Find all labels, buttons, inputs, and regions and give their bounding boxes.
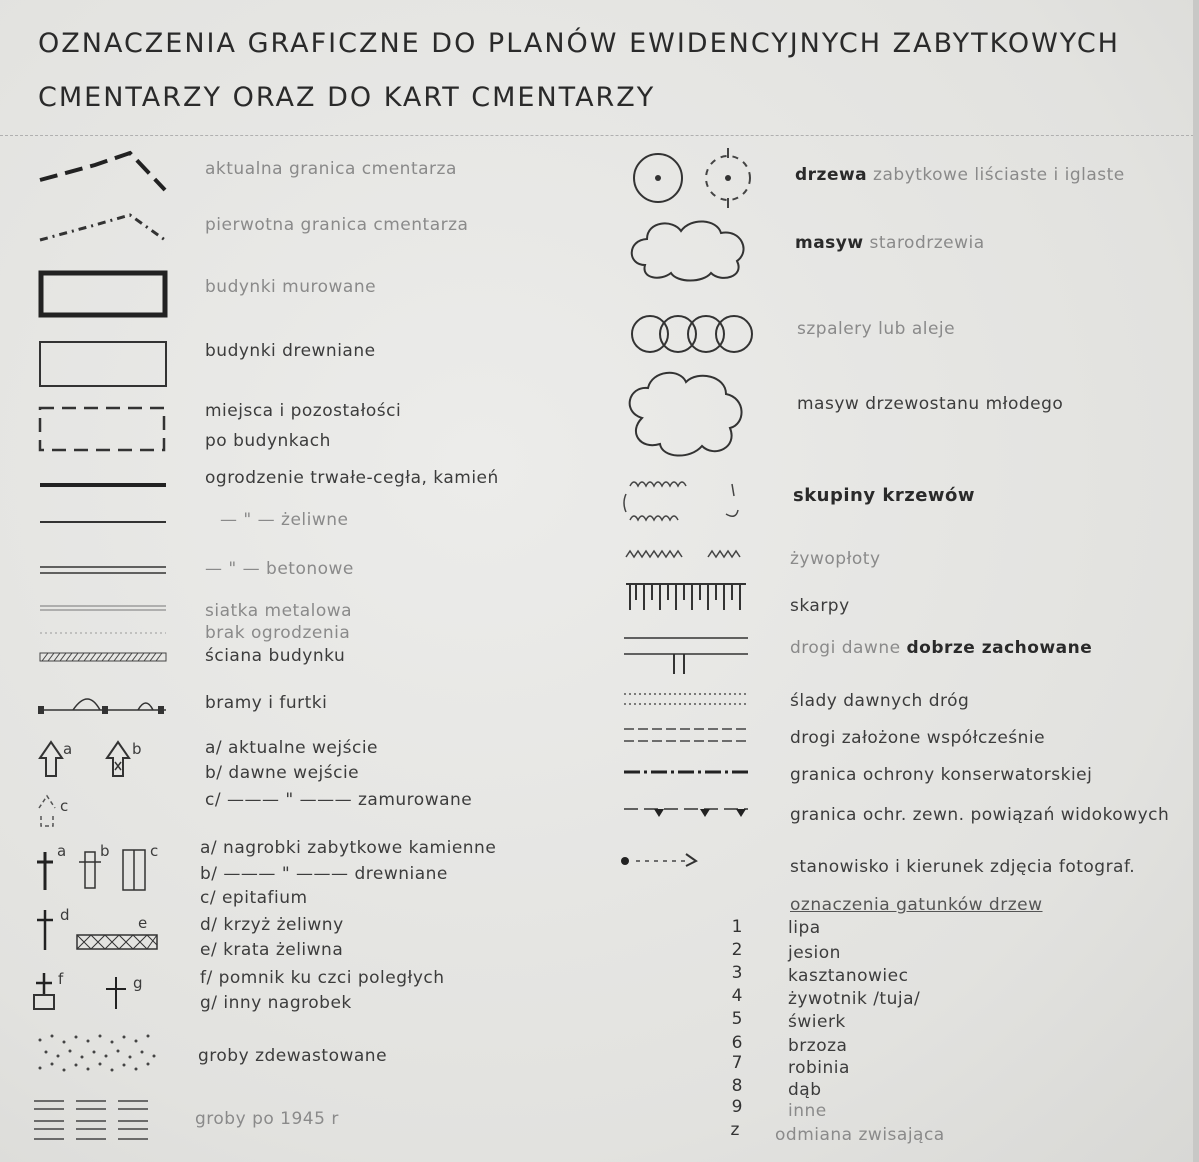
label-old-roads-a: drogi dawne: [790, 638, 907, 658]
label-remains-2: po budynkach: [205, 431, 331, 451]
old-stand-massif-symbol: [625, 215, 755, 285]
modern-roads-symbol: [622, 723, 752, 747]
building-remains-symbol: [38, 404, 170, 456]
scan-edge: [1193, 0, 1199, 1162]
species-legend-header: oznaczenia gatunków drzew: [790, 895, 1043, 915]
current-boundary-symbol: [35, 145, 175, 195]
species-name: brzoza: [788, 1036, 848, 1056]
label-entrance-c: c/ ——— " ——— zamurowane: [205, 790, 473, 810]
label-entrance-b: b/ dawne wejście: [205, 763, 360, 783]
sym-letter-b2: b: [100, 842, 111, 860]
sym-letter-g: g: [133, 974, 144, 992]
label-view-boundary: granica ochr. zewn. powiązań widokowych: [790, 805, 1170, 825]
embankments-symbol: [622, 580, 752, 616]
species-name: dąb: [788, 1080, 822, 1100]
label-concrete-fence: — " — betonowe: [205, 559, 354, 579]
label-old-roads: [790, 637, 1092, 659]
label-building-wall: ściana budynku: [205, 646, 346, 666]
brick-building-symbol: [38, 270, 170, 320]
label-solid-fence: ogrodzenie trwałe-cegła, kamień: [205, 468, 499, 488]
species-num: 3: [731, 963, 743, 983]
wooden-building-symbol: [38, 340, 170, 390]
species-num: 1: [731, 917, 743, 937]
label-old-roads-b: dobrze zachowane: [906, 638, 1093, 658]
species-name: świerk: [788, 1012, 846, 1032]
label-remains-1: miejsca i pozostałości: [205, 401, 402, 421]
label-historic-trees-bold: drzewa: [795, 165, 868, 185]
label-post-1945-graves: groby po 1945 r: [195, 1109, 339, 1129]
sym-letter-e: e: [138, 914, 148, 932]
gates-symbol: [38, 688, 170, 718]
label-tomb-d: d/ krzyż żeliwny: [200, 915, 344, 935]
sym-letter-a1: a: [63, 740, 73, 758]
solid-fence-symbol: [38, 475, 170, 495]
label-modern-roads: drogi założone współcześnie: [790, 728, 1046, 748]
species-num: 7: [731, 1053, 743, 1073]
label-tomb-c: c/ epitafium: [200, 888, 308, 908]
species-num: 8: [731, 1076, 743, 1096]
sym-letter-c2: c: [150, 842, 159, 860]
label-cast-iron-fence: — " — żeliwne: [220, 510, 349, 530]
sym-letter-f: f: [58, 970, 64, 988]
label-brick-buildings: budynki murowane: [205, 277, 377, 297]
old-roads-symbol: [622, 630, 752, 678]
label-old-stand-rest: starodrzewia: [863, 233, 985, 253]
species-name: żywotnik /tuja/: [788, 989, 921, 1009]
view-boundary-symbol: [622, 800, 752, 822]
label-no-fence: brak ogrodzenia: [205, 623, 351, 643]
label-road-traces: ślady dawnych dróg: [790, 691, 970, 711]
species-name: kasztanowiec: [788, 966, 909, 986]
label-metal-mesh: siatka metalowa: [205, 601, 353, 621]
species-num: 2: [731, 940, 743, 960]
shrub-groups-symbol: [622, 476, 752, 536]
entrance-symbols: [35, 738, 145, 782]
label-tomb-b: b/ ——— " ——— drewniane: [200, 864, 448, 884]
label-current-boundary: aktualna granica cmentarza: [205, 159, 457, 179]
cast-iron-fence-symbol: [38, 512, 170, 532]
label-historic-trees-rest: zabytkowe liściaste i iglaste: [867, 165, 1125, 185]
label-conservation-boundary: granica ochrony konserwatorskiej: [790, 765, 1093, 785]
road-traces-symbol: [622, 686, 752, 710]
historic-trees-symbol: [630, 148, 760, 210]
fence-variants-symbol: [38, 600, 170, 670]
species-num: 9: [731, 1097, 743, 1117]
label-photo-station: stanowisko i kierunek zdjęcia fotograf.: [790, 857, 1136, 877]
species-name: jesion: [788, 943, 841, 963]
species-name: odmiana zwisająca: [775, 1125, 945, 1145]
title-line-1: OZNACZENIA GRAFICZNE DO PLANÓW EWIDENCYJNYCH ZABYTKOWYCH: [38, 28, 1120, 59]
label-original-boundary: pierwotna granica cmentarza: [205, 215, 469, 235]
species-num: 4: [731, 986, 743, 1006]
sym-letter-c1: c: [60, 797, 69, 815]
species-num: z: [730, 1120, 740, 1140]
hedges-symbol: [622, 545, 752, 569]
monument-symbols: [30, 965, 140, 1015]
label-devastated-graves: groby zdewastowane: [198, 1046, 388, 1066]
label-historic-trees: [795, 164, 1125, 186]
sym-letter-b1: b: [132, 740, 143, 758]
species-name: inne: [788, 1101, 827, 1121]
devastated-graves-symbol: [32, 1030, 162, 1078]
species-num: 5: [731, 1009, 743, 1029]
species-name: robinia: [788, 1058, 850, 1078]
label-gates: bramy i furtki: [205, 693, 328, 713]
label-embankments: skarpy: [790, 596, 850, 616]
label-shrubs: skupiny krzewów: [793, 485, 976, 506]
photo-station-symbol: [618, 848, 708, 872]
label-young-stand: masyw drzewostanu młodego: [797, 394, 1064, 414]
title-line-2: CMENTARZY ORAZ DO KART CMENTARZY: [38, 82, 656, 113]
tree-rows-symbol: [630, 312, 754, 356]
label-tomb-e: e/ krata żeliwna: [200, 940, 344, 960]
label-old-stand: [795, 232, 985, 254]
sym-letter-a2: a: [57, 842, 67, 860]
sym-letter-d: d: [60, 906, 71, 924]
original-boundary-symbol: [35, 205, 175, 250]
conservation-boundary-symbol: [622, 763, 752, 781]
label-hedges: żywopłoty: [790, 549, 881, 569]
label-wooden-buildings: budynki drewniane: [205, 341, 376, 361]
label-entrance-a: a/ aktualne wejście: [205, 738, 379, 758]
label-tomb-a: a/ nagrobki zabytkowe kamienne: [200, 838, 497, 858]
label-tomb-g: g/ inny nagrobek: [200, 993, 352, 1013]
label-tree-rows: szpalery lub aleje: [797, 319, 956, 339]
title-rule: [0, 135, 1199, 136]
post-1945-graves-symbol: [32, 1095, 152, 1145]
species-num: 6: [731, 1033, 743, 1053]
concrete-fence-symbol: [38, 560, 170, 580]
walled-entrance-symbol: [35, 790, 75, 835]
young-stand-massif-symbol: [622, 368, 752, 460]
species-name: lipa: [788, 918, 821, 938]
label-old-stand-bold: masyw: [795, 233, 864, 253]
label-tomb-f: f/ pomnik ku czci poległych: [200, 968, 445, 988]
